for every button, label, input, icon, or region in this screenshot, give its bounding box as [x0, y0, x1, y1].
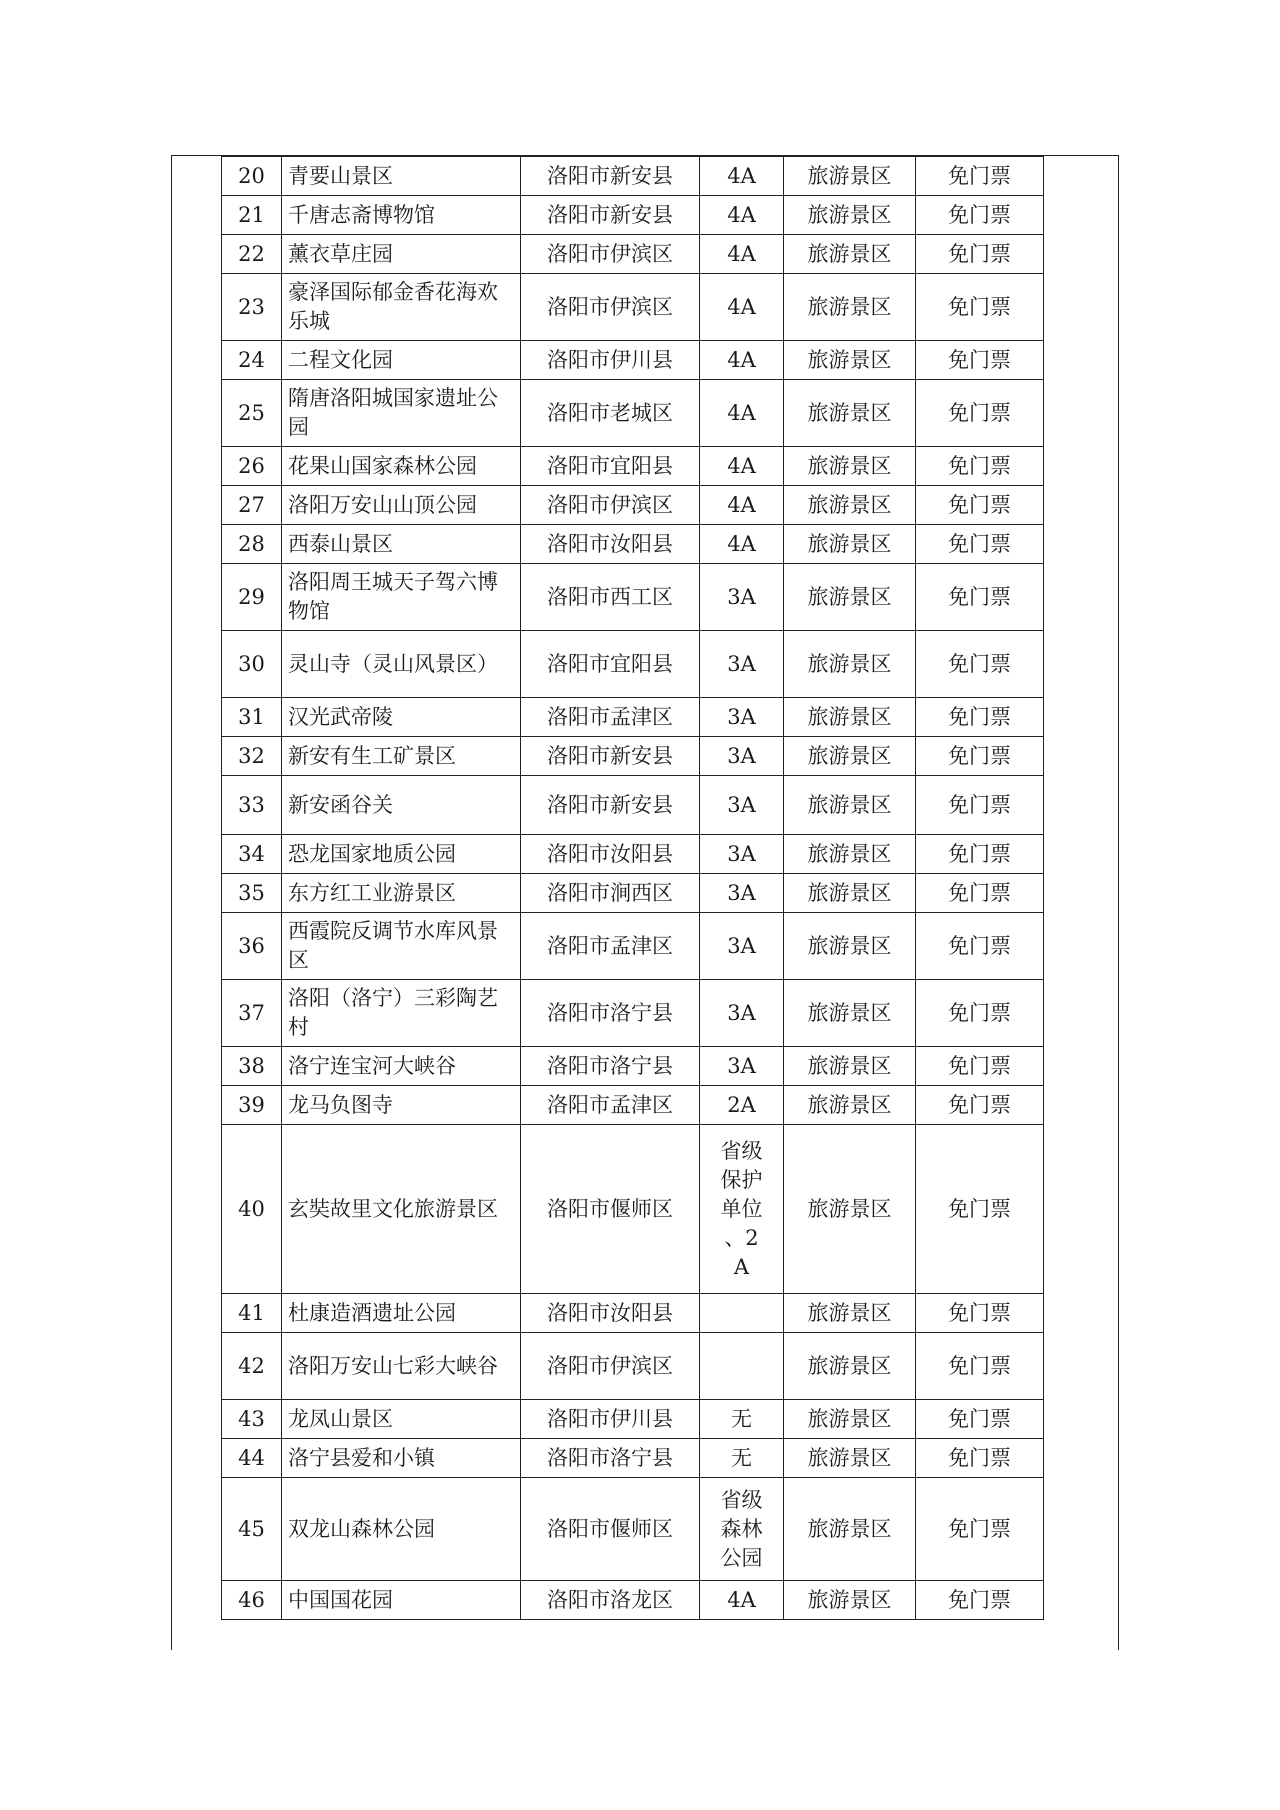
attraction-type-cell: 旅游景区: [784, 913, 916, 980]
row-number-cell: 34: [222, 835, 282, 874]
attraction-type-cell: 旅游景区: [784, 447, 916, 486]
ticket-policy-cell: 免门票: [916, 1478, 1044, 1581]
row-number-cell: 24: [222, 341, 282, 380]
attraction-type-cell: 旅游景区: [784, 1478, 916, 1581]
attraction-type-cell: 旅游景区: [784, 1581, 916, 1620]
location-cell: 洛阳市汝阳县: [521, 525, 700, 564]
row-number-cell: 27: [222, 486, 282, 525]
table-row: [222, 980, 1044, 1047]
row-number-cell: 36: [222, 913, 282, 980]
location-cell: 洛阳市新安县: [521, 737, 700, 776]
attraction-type-cell: 旅游景区: [784, 835, 916, 874]
table-row: [222, 486, 1044, 525]
ticket-policy-cell: 免门票: [916, 1125, 1044, 1294]
grade-level-cell: [700, 1333, 784, 1400]
ticket-policy-cell: 免门票: [916, 1333, 1044, 1400]
grade-level-cell: 4A: [700, 274, 784, 341]
attraction-type-cell: 旅游景区: [784, 1047, 916, 1086]
ticket-policy-cell: 免门票: [916, 380, 1044, 447]
attraction-name-cell: 灵山寺（灵山风景区）: [282, 631, 521, 698]
grade-level-cell: 4A: [700, 1581, 784, 1620]
attraction-type-cell: 旅游景区: [784, 196, 916, 235]
attraction-name-cell: 豪泽国际郁金香花海欢乐城: [282, 274, 521, 341]
attraction-name-cell: 中国国花园: [282, 1581, 521, 1620]
location-cell: 洛阳市伊滨区: [521, 486, 700, 525]
attraction-name-cell: 汉光武帝陵: [282, 698, 521, 737]
location-cell: 洛阳市洛宁县: [521, 980, 700, 1047]
attraction-type-cell: 旅游景区: [784, 341, 916, 380]
ticket-policy-cell: 免门票: [916, 274, 1044, 341]
ticket-policy-cell: 免门票: [916, 564, 1044, 631]
grade-level-cell: 4A: [700, 486, 784, 525]
attraction-name-cell: 隋唐洛阳城国家遗址公园: [282, 380, 521, 447]
ticket-policy-cell: 免门票: [916, 980, 1044, 1047]
ticket-policy-cell: 免门票: [916, 1047, 1044, 1086]
location-cell: 洛阳市老城区: [521, 380, 700, 447]
attraction-type-cell: 旅游景区: [784, 380, 916, 447]
row-number-cell: 28: [222, 525, 282, 564]
row-number-cell: 38: [222, 1047, 282, 1086]
attraction-type-cell: 旅游景区: [784, 157, 916, 196]
grade-level-cell: 4A: [700, 235, 784, 274]
ticket-policy-cell: 免门票: [916, 525, 1044, 564]
table-row: [222, 1086, 1044, 1125]
attraction-name-cell: 西霞院反调节水库风景区: [282, 913, 521, 980]
table-row: [222, 274, 1044, 341]
ticket-policy-cell: 免门票: [916, 486, 1044, 525]
row-number-cell: 39: [222, 1086, 282, 1125]
attraction-name-cell: 杜康造酒遗址公园: [282, 1294, 521, 1333]
ticket-policy-cell: 免门票: [916, 1086, 1044, 1125]
grade-level-cell: 3A: [700, 631, 784, 698]
attraction-name-cell: 西泰山景区: [282, 525, 521, 564]
table-row: [222, 1400, 1044, 1439]
attraction-name-cell: 龙凤山景区: [282, 1400, 521, 1439]
row-number-cell: 41: [222, 1294, 282, 1333]
grade-level-cell: 4A: [700, 380, 784, 447]
table-row: [222, 1047, 1044, 1086]
attraction-name-cell: 花果山国家森林公园: [282, 447, 521, 486]
grade-level-cell: 4A: [700, 196, 784, 235]
ticket-policy-cell: 免门票: [916, 1294, 1044, 1333]
ticket-policy-cell: 免门票: [916, 1400, 1044, 1439]
table-row: [222, 631, 1044, 698]
outer-frame-right: [1118, 155, 1119, 1650]
table-row: [222, 1581, 1044, 1620]
ticket-policy-cell: 免门票: [916, 913, 1044, 980]
attraction-name-cell: 恐龙国家地质公园: [282, 835, 521, 874]
table-row: [222, 1478, 1044, 1581]
grade-level-cell: 3A: [700, 980, 784, 1047]
grade-level-cell: 无: [700, 1400, 784, 1439]
attraction-name-cell: 洛宁连宝河大峡谷: [282, 1047, 521, 1086]
attraction-type-cell: 旅游景区: [784, 1125, 916, 1294]
location-cell: 洛阳市孟津区: [521, 698, 700, 737]
location-cell: 洛阳市伊川县: [521, 341, 700, 380]
grade-level-cell: [700, 1294, 784, 1333]
location-cell: 洛阳市伊滨区: [521, 274, 700, 341]
row-number-cell: 21: [222, 196, 282, 235]
location-cell: 洛阳市汝阳县: [521, 1294, 700, 1333]
ticket-policy-cell: 免门票: [916, 698, 1044, 737]
ticket-policy-cell: 免门票: [916, 341, 1044, 380]
row-number-cell: 26: [222, 447, 282, 486]
table-row: [222, 525, 1044, 564]
attraction-name-cell: 洛宁县爱和小镇: [282, 1439, 521, 1478]
ticket-policy-cell: 免门票: [916, 874, 1044, 913]
location-cell: 洛阳市涧西区: [521, 874, 700, 913]
ticket-policy-cell: 免门票: [916, 737, 1044, 776]
table-row: [222, 196, 1044, 235]
grade-level-cell: 省级 保护 单位 、2 A: [700, 1125, 784, 1294]
table-row: [222, 1125, 1044, 1294]
location-cell: 洛阳市宜阳县: [521, 631, 700, 698]
attraction-type-cell: 旅游景区: [784, 235, 916, 274]
location-cell: 洛阳市新安县: [521, 157, 700, 196]
location-cell: 洛阳市西工区: [521, 564, 700, 631]
row-number-cell: 29: [222, 564, 282, 631]
grade-level-cell: 3A: [700, 737, 784, 776]
attraction-name-cell: 洛阳（洛宁）三彩陶艺村: [282, 980, 521, 1047]
row-number-cell: 25: [222, 380, 282, 447]
ticket-policy-cell: 免门票: [916, 157, 1044, 196]
row-number-cell: 20: [222, 157, 282, 196]
attraction-name-cell: 二程文化园: [282, 341, 521, 380]
attraction-name-cell: 洛阳周王城天子驾六博物馆: [282, 564, 521, 631]
ticket-policy-cell: 免门票: [916, 631, 1044, 698]
attraction-type-cell: 旅游景区: [784, 1400, 916, 1439]
ticket-policy-cell: 免门票: [916, 196, 1044, 235]
location-cell: 洛阳市伊川县: [521, 1400, 700, 1439]
attraction-type-cell: 旅游景区: [784, 776, 916, 835]
attraction-name-cell: 青要山景区: [282, 157, 521, 196]
ticket-policy-cell: 免门票: [916, 1581, 1044, 1620]
location-cell: 洛阳市宜阳县: [521, 447, 700, 486]
outer-frame-left: [171, 155, 172, 1650]
grade-level-cell: 4A: [700, 341, 784, 380]
row-number-cell: 23: [222, 274, 282, 341]
attraction-type-cell: 旅游景区: [784, 874, 916, 913]
table-row: [222, 698, 1044, 737]
attraction-type-cell: 旅游景区: [784, 564, 916, 631]
table-row: [222, 1439, 1044, 1478]
table-row: [222, 1333, 1044, 1400]
ticket-policy-cell: 免门票: [916, 1439, 1044, 1478]
attraction-name-cell: 玄奘故里文化旅游景区: [282, 1125, 521, 1294]
ticket-policy-cell: 免门票: [916, 776, 1044, 835]
table-row: [222, 447, 1044, 486]
location-cell: 洛阳市伊滨区: [521, 235, 700, 274]
ticket-policy-cell: 免门票: [916, 235, 1044, 274]
attraction-type-cell: 旅游景区: [784, 980, 916, 1047]
grade-level-cell: 4A: [700, 525, 784, 564]
location-cell: 洛阳市孟津区: [521, 913, 700, 980]
row-number-cell: 44: [222, 1439, 282, 1478]
location-cell: 洛阳市偃师区: [521, 1478, 700, 1581]
table-body: [222, 157, 1044, 1620]
row-number-cell: 37: [222, 980, 282, 1047]
row-number-cell: 40: [222, 1125, 282, 1294]
location-cell: 洛阳市孟津区: [521, 1086, 700, 1125]
table-row: [222, 737, 1044, 776]
attraction-type-cell: 旅游景区: [784, 274, 916, 341]
grade-level-cell: 2A: [700, 1086, 784, 1125]
table-row: [222, 564, 1044, 631]
location-cell: 洛阳市洛宁县: [521, 1439, 700, 1478]
attraction-type-cell: 旅游景区: [784, 486, 916, 525]
row-number-cell: 46: [222, 1581, 282, 1620]
attraction-name-cell: 新安函谷关: [282, 776, 521, 835]
location-cell: 洛阳市新安县: [521, 776, 700, 835]
attraction-type-cell: 旅游景区: [784, 1333, 916, 1400]
grade-level-cell: 4A: [700, 157, 784, 196]
row-number-cell: 35: [222, 874, 282, 913]
row-number-cell: 33: [222, 776, 282, 835]
attraction-type-cell: 旅游景区: [784, 1294, 916, 1333]
table-row: [222, 835, 1044, 874]
row-number-cell: 30: [222, 631, 282, 698]
grade-level-cell: 3A: [700, 835, 784, 874]
table-row: [222, 157, 1044, 196]
table-row: [222, 1294, 1044, 1333]
attractions-table: [221, 156, 1044, 1620]
attraction-type-cell: 旅游景区: [784, 698, 916, 737]
attraction-type-cell: 旅游景区: [784, 737, 916, 776]
row-number-cell: 32: [222, 737, 282, 776]
grade-level-cell: 3A: [700, 874, 784, 913]
location-cell: 洛阳市伊滨区: [521, 1333, 700, 1400]
grade-level-cell: 3A: [700, 913, 784, 980]
grade-level-cell: 3A: [700, 564, 784, 631]
table-row: [222, 235, 1044, 274]
ticket-policy-cell: 免门票: [916, 835, 1044, 874]
attraction-name-cell: 薰衣草庄园: [282, 235, 521, 274]
attraction-name-cell: 新安有生工矿景区: [282, 737, 521, 776]
grade-level-cell: 3A: [700, 1047, 784, 1086]
location-cell: 洛阳市偃师区: [521, 1125, 700, 1294]
location-cell: 洛阳市洛宁县: [521, 1047, 700, 1086]
attraction-name-cell: 东方红工业游景区: [282, 874, 521, 913]
location-cell: 洛阳市洛龙区: [521, 1581, 700, 1620]
location-cell: 洛阳市新安县: [521, 196, 700, 235]
grade-level-cell: 省级 森林 公园: [700, 1478, 784, 1581]
grade-level-cell: 3A: [700, 698, 784, 737]
row-number-cell: 42: [222, 1333, 282, 1400]
table-row: [222, 874, 1044, 913]
attraction-name-cell: 洛阳万安山山顶公园: [282, 486, 521, 525]
row-number-cell: 31: [222, 698, 282, 737]
attraction-name-cell: 洛阳万安山七彩大峡谷: [282, 1333, 521, 1400]
attraction-type-cell: 旅游景区: [784, 1086, 916, 1125]
table-row: [222, 380, 1044, 447]
grade-level-cell: 无: [700, 1439, 784, 1478]
attraction-type-cell: 旅游景区: [784, 631, 916, 698]
table-row: [222, 913, 1044, 980]
row-number-cell: 45: [222, 1478, 282, 1581]
table-row: [222, 776, 1044, 835]
attraction-name-cell: 千唐志斋博物馆: [282, 196, 521, 235]
grade-level-cell: 3A: [700, 776, 784, 835]
attraction-type-cell: 旅游景区: [784, 1439, 916, 1478]
grade-level-cell: 4A: [700, 447, 784, 486]
ticket-policy-cell: 免门票: [916, 447, 1044, 486]
attraction-name-cell: 双龙山森林公园: [282, 1478, 521, 1581]
location-cell: 洛阳市汝阳县: [521, 835, 700, 874]
attraction-name-cell: 龙马负图寺: [282, 1086, 521, 1125]
row-number-cell: 43: [222, 1400, 282, 1439]
row-number-cell: 22: [222, 235, 282, 274]
table-row: [222, 341, 1044, 380]
attraction-type-cell: 旅游景区: [784, 525, 916, 564]
